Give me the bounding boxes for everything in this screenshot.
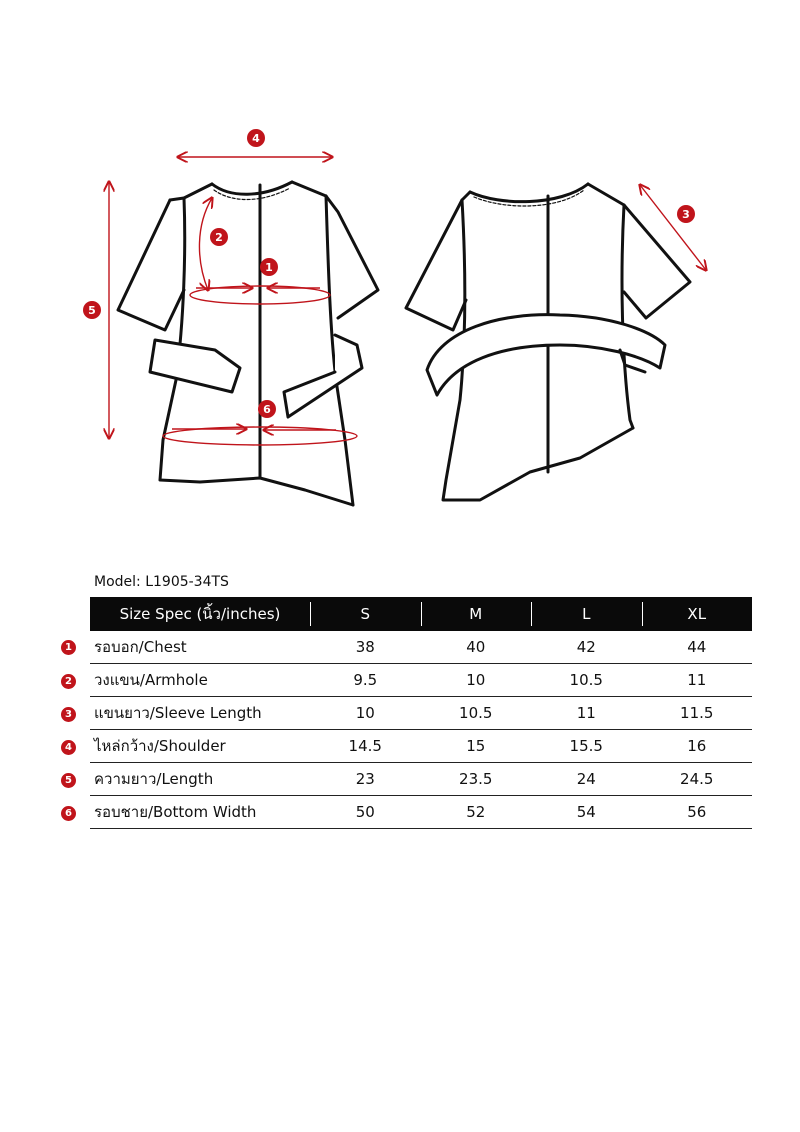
badge-4: 4 — [252, 132, 260, 145]
garment-diagram — [0, 0, 800, 560]
cell-value: 11 — [531, 697, 642, 730]
front-view — [118, 182, 378, 505]
header-size-xl: XL — [642, 597, 753, 631]
table-row — [90, 664, 752, 697]
row-label: ไหล่กว้าง/Shoulder — [90, 730, 310, 763]
back-view — [406, 184, 690, 500]
table-row — [90, 697, 752, 730]
row-label: รอบอก/Chest — [90, 631, 310, 664]
cell-value: 44 — [642, 631, 753, 664]
cell-value: 23.5 — [421, 763, 532, 796]
row-marker-badge: 1 — [61, 640, 76, 655]
sleeve-arrow — [640, 185, 706, 270]
header-size-m: M — [421, 597, 532, 631]
table-row — [90, 763, 752, 796]
row-marker-badge: 2 — [61, 674, 76, 689]
cell-value: 11.5 — [642, 697, 753, 730]
row-marker-badge: 6 — [61, 806, 76, 821]
cell-value: 10 — [421, 664, 532, 697]
row-label: รอบชาย/Bottom Width — [90, 796, 310, 829]
cell-value: 14.5 — [310, 730, 421, 763]
cell-value: 40 — [421, 631, 532, 664]
model-number: Model: L1905-34TS — [94, 574, 229, 590]
cell-value: 10.5 — [421, 697, 532, 730]
cell-value: 24.5 — [642, 763, 753, 796]
badge-6: 6 — [263, 403, 271, 416]
cell-value: 10 — [310, 697, 421, 730]
cell-value: 42 — [531, 631, 642, 664]
cell-value: 24 — [531, 763, 642, 796]
table-header-row — [90, 597, 752, 631]
header-size-s: S — [310, 597, 421, 631]
badge-3: 3 — [682, 208, 690, 221]
cell-value: 52 — [421, 796, 532, 829]
header-size-l: L — [531, 597, 642, 631]
row-marker-badge: 5 — [61, 773, 76, 788]
size-spec-table — [90, 597, 752, 829]
cell-value: 15.5 — [531, 730, 642, 763]
cell-value: 15 — [421, 730, 532, 763]
badge-2: 2 — [215, 231, 223, 244]
cell-value: 54 — [531, 796, 642, 829]
row-label: วงแขน/Armhole — [90, 664, 310, 697]
header-size-spec: Size Spec (นิ้ว/inches) — [90, 597, 310, 631]
armhole-arrow — [199, 198, 212, 290]
row-marker-badge: 4 — [61, 740, 76, 755]
cell-value: 23 — [310, 763, 421, 796]
table-row — [90, 631, 752, 664]
cell-value: 56 — [642, 796, 753, 829]
cell-value: 50 — [310, 796, 421, 829]
row-label: แขนยาว/Sleeve Length — [90, 697, 310, 730]
cell-value: 11 — [642, 664, 753, 697]
badge-5: 5 — [88, 304, 96, 317]
table-row — [90, 730, 752, 763]
cell-value: 16 — [642, 730, 753, 763]
cell-value: 9.5 — [310, 664, 421, 697]
badge-1: 1 — [265, 261, 273, 274]
cell-value: 38 — [310, 631, 421, 664]
row-marker-badge: 3 — [61, 707, 76, 722]
row-label: ความยาว/Length — [90, 763, 310, 796]
cell-value: 10.5 — [531, 664, 642, 697]
table-row — [90, 796, 752, 829]
